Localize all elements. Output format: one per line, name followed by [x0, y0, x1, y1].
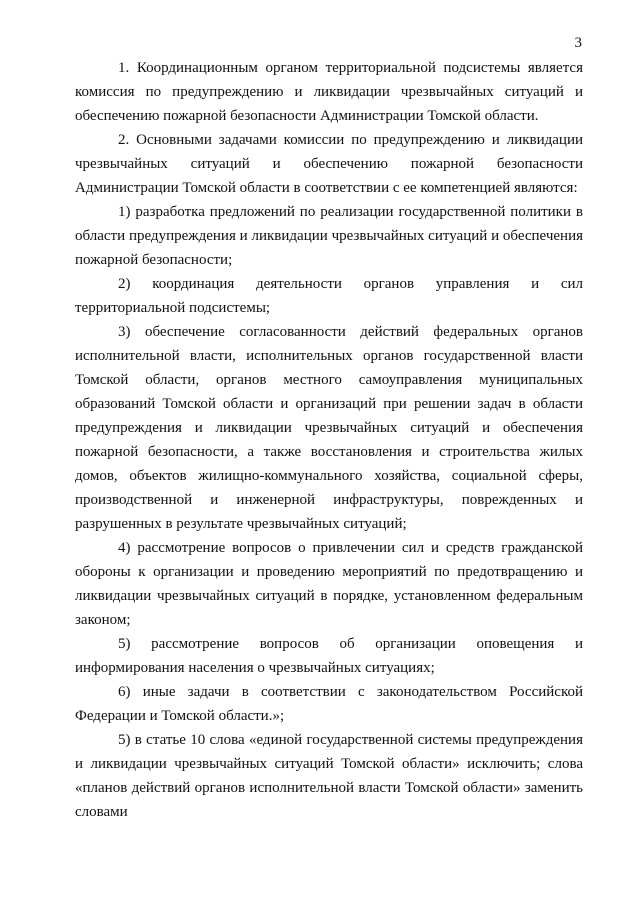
list-item-coordination: 2) координация деятельности органов управления и сил территориальной подсистемы;	[75, 276, 583, 316]
paragraph-main-tasks: 2. Основными задачами комиссии по предупреждению и ликвидации чрезвычайных ситуаций и обеспечению пожарной безопасности Администрации Томской области в соответствии с ее компетенцией являются:	[75, 132, 583, 196]
list-item-consistency-of-actions: 3) обеспечение согласованности действий федеральных органов исполнительной власти, исполнительных органов государственной власти Томской области, органов местного самоуправления муниципальных образований Томской области и организаций при решении задач в области предупреждения и ликвидации чрезвычайных ситуаций и обеспечения пожарной безопасности, а также восстановления и строительства жилых домов, объектов жилищно-коммунального хозяйства, социальной сферы, производственной и инженерной инфраструктуры, поврежденных и разрушенных в результате чрезвычайных ситуаций;	[75, 324, 583, 532]
page-number: 3	[574, 35, 582, 51]
list-item-policy-proposals: 1) разработка предложений по реализации государственной политики в области предупреждения и ликвидации чрезвычайных ситуаций и обеспечения пожарной безопасности;	[75, 204, 583, 268]
list-item-notification: 5) рассмотрение вопросов об организации оповещения и информирования населения о чрезвычайных ситуациях;	[75, 636, 583, 676]
list-item-civil-defense: 4) рассмотрение вопросов о привлечении сил и средств гражданской обороны к организации и проведению мероприятий по предотвращению и ликвидации чрезвычайных ситуаций в порядке, установленном федеральным законом;	[75, 540, 583, 628]
list-item-other-tasks: 6) иные задачи в соответствии с законодательством Российской Федерации и Томской области.»;	[75, 684, 583, 724]
paragraph-article-10-amendment: 5) в статье 10 слова «единой государственной системы предупреждения и ликвидации чрезвычайных ситуаций Томской области» исключить; слова «планов действий органов исполнительной власти Томской области» заменить словами	[75, 732, 583, 820]
document-body	[75, 56, 583, 824]
paragraph-coordination-body: 1. Координационным органом территориальной подсистемы является комиссия по предупреждению и ликвидации чрезвычайных ситуаций и обеспечению пожарной безопасности Администрации Томской области.	[75, 60, 583, 124]
